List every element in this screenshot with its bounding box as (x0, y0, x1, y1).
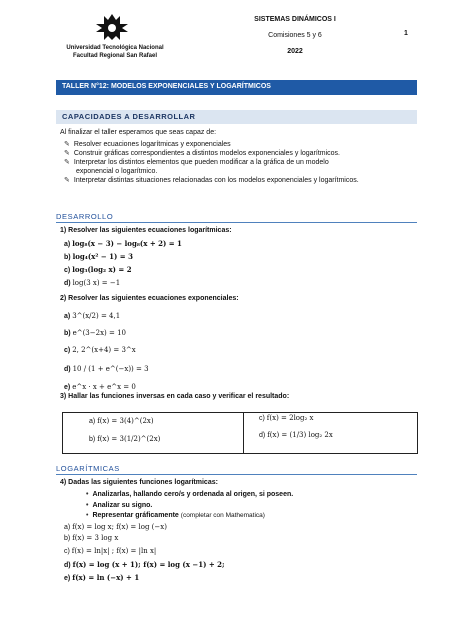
capacidad-item: Interpretar los distintos elementos que pueden modificar a la gráfica de un modelo (73, 159, 329, 166)
q1-equation: log₄(x² − 1) = 3 (72, 252, 133, 261)
q2-equation: e^(3−2x) = 10 (72, 329, 126, 337)
q4-bullet: Representar gráficamente (92, 512, 179, 519)
capacidades-title: CAPACIDADES A DESARROLLAR (56, 110, 417, 124)
q2-equation: 3^(x/2) = 4,1 (72, 312, 121, 320)
capacidad-item: Interpretar distintas situaciones relacionadas con los modelos exponenciales y logarítmicos. (73, 177, 359, 184)
q4-bullets (86, 490, 293, 522)
q4-equation: f(x) = ln (−x) + 1 (72, 573, 140, 582)
item-label: d) (259, 432, 266, 439)
q2-equation: 2, 2^(x+4) = 3^x (72, 346, 136, 354)
workshop-banner: TALLER N°12: MODELOS EXPONENCIALES Y LOGARÍTMICOS (56, 80, 417, 95)
q4-bullet: Analizarlas, hallando cero/s y ordenada al origen, si poseen. (92, 491, 294, 498)
q3-equation: f(x) = (1/3) log₂ 2x (267, 431, 333, 439)
q2-equation: e^x · x + e^x = 0 (72, 383, 136, 391)
course-title: SISTEMAS DINÁMICOS I (254, 16, 336, 23)
table-divider (243, 413, 244, 453)
bullet-icon: • (86, 512, 89, 519)
pencil-icon: ✎ (64, 177, 70, 184)
capacidad-item: Resolver ecuaciones logarítmicas y exponenciales (73, 141, 231, 148)
capacidades-intro: Al finalizar el taller esperamos que seas capaz de: (60, 129, 217, 136)
item-label: c) (64, 548, 70, 555)
item-label: d) (64, 562, 71, 569)
q4-equation: f(x) = ln|x| ; f(x) = |ln x| (71, 547, 157, 555)
university-name-block (60, 44, 170, 60)
commissions: Comisiones 5 y 6 (268, 32, 322, 39)
item-label: c) (64, 267, 71, 274)
item-label: e) (64, 575, 71, 582)
q2-list (64, 308, 149, 395)
item-label: c) (259, 415, 265, 422)
item-label: a) (64, 241, 71, 248)
question-1: 1) Resolver las siguientes ecuaciones logarítmicas: (60, 227, 232, 234)
capacidad-item-cont: exponencial o logarítmico. (76, 168, 158, 175)
q1-equation: log₃(log₂ x) = 2 (72, 265, 132, 274)
q4-equation: f(x) = log (x + 1); f(x) = log (x −1) + 2; (72, 560, 225, 569)
university-name: Universidad Tecnológica Nacional (66, 45, 164, 51)
capacidad-item: Construir gráficas correspondientes a distintos modelos exponenciales y logarítmicos. (73, 150, 341, 157)
q4-equation: f(x) = 3 log x (72, 534, 119, 542)
q1-equation: log(3 x) = −1 (72, 279, 121, 287)
item-label: e) (64, 384, 71, 391)
item-label: a) (64, 524, 71, 531)
item-label: d) (64, 280, 71, 287)
mathematica-note: (completar con Mathematica) (180, 512, 265, 519)
q1-equation: log₈(x − 3) − log₈(x + 2) = 1 (72, 239, 182, 248)
item-label: b) (64, 330, 71, 337)
capacidades-list (64, 140, 359, 185)
question-4: 4) Dadas las siguientes funciones logarítmicas: (60, 479, 218, 486)
q2-equation: 10 / (1 + e^(−x)) = 3 (72, 365, 149, 373)
logaritmicas-title: LOGARÍTMICAS (56, 464, 417, 475)
bullet-icon: • (86, 501, 89, 509)
item-label: d) (64, 366, 71, 373)
pencil-icon: ✎ (64, 150, 70, 157)
page-number: 1 (404, 30, 408, 37)
q4-equation: f(x) = log x; f(x) = log (−x) (72, 523, 167, 531)
pencil-icon: ✎ (64, 159, 70, 166)
q3-equation: f(x) = 2log₂ x (266, 414, 314, 422)
q4-list (64, 522, 225, 585)
q1-list (64, 238, 182, 290)
year: 2022 (287, 48, 303, 55)
pencil-icon: ✎ (64, 141, 70, 148)
item-label: a) (89, 418, 96, 425)
q3-equation: f(x) = 3(4)^(2x) (97, 417, 154, 425)
q4-bullet: Analizar su signo. (92, 501, 153, 509)
question-2: 2) Resolver las siguientes ecuaciones exponenciales: (60, 295, 239, 302)
item-label: b) (89, 436, 96, 443)
question-3: 3) Hallar las funciones inversas en cada caso y verificar el resultado: (60, 393, 290, 400)
inverse-functions-table (62, 412, 418, 454)
q3-equation: f(x) = 3(1/2)^(2x) (97, 435, 161, 443)
item-label: a) (64, 313, 71, 320)
item-label: c) (64, 347, 71, 354)
bullet-icon: • (86, 491, 89, 498)
faculty-name: Facultad Regional San Rafael (72, 53, 158, 59)
university-logo (92, 12, 132, 42)
item-label: b) (64, 535, 71, 542)
desarrollo-title: DESARROLLO (56, 212, 417, 223)
item-label: b) (64, 254, 71, 261)
